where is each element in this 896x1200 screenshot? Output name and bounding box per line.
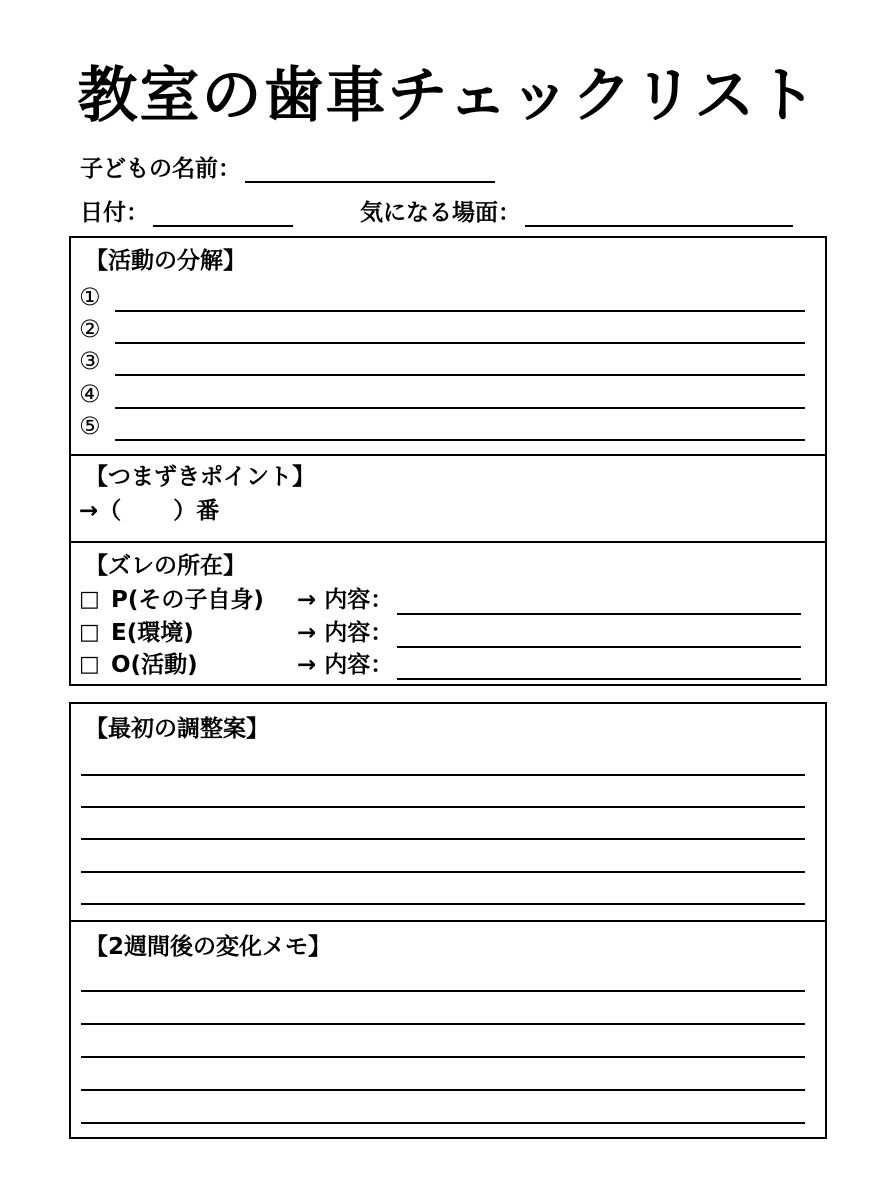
activity-step-3[interactable] — [79, 346, 805, 376]
stumble-open: →（ — [79, 498, 122, 524]
writing-line[interactable] — [81, 806, 805, 808]
content-label: → 内容： — [297, 652, 394, 678]
content-input-line[interactable] — [397, 654, 801, 680]
date-label: 日付： — [80, 200, 149, 226]
child-name-field[interactable] — [80, 150, 495, 183]
writing-line[interactable] — [81, 990, 805, 992]
gap-item-person[interactable] — [79, 585, 801, 615]
step-number: ⑤ — [79, 412, 101, 440]
step-input-line[interactable] — [115, 286, 805, 312]
step-input-line[interactable] — [115, 383, 805, 409]
date-input-line[interactable] — [153, 201, 293, 227]
gap-item-label: O(活動) — [111, 652, 198, 678]
step-input-line[interactable] — [115, 350, 805, 376]
writing-line[interactable] — [81, 871, 805, 873]
content-input-line[interactable] — [397, 622, 801, 648]
gap-item-label: P(その子自身) — [111, 587, 264, 613]
stumble-close: ）番 — [173, 498, 220, 524]
writing-line[interactable] — [81, 903, 805, 905]
memo-section-title: 【2週間後の変化メモ】 — [85, 934, 332, 960]
activity-step-4[interactable] — [79, 379, 805, 409]
gap-item-label: E(環境) — [111, 620, 194, 646]
page-title: 教室の歯車チェックリスト — [77, 61, 819, 131]
stumble-number-blank[interactable] — [121, 496, 173, 526]
content-label: → 内容： — [297, 587, 394, 613]
step-number: ① — [79, 283, 101, 311]
scene-label: 気になる場面： — [360, 200, 521, 226]
date-field[interactable] — [80, 194, 293, 227]
writing-line[interactable] — [81, 1089, 805, 1091]
writing-line[interactable] — [81, 1056, 805, 1058]
activity-step-2[interactable] — [79, 314, 805, 344]
scene-input-line[interactable] — [525, 201, 793, 227]
child-name-input-line[interactable] — [245, 157, 495, 183]
activity-step-5[interactable] — [79, 411, 805, 441]
writing-line[interactable] — [81, 1122, 805, 1124]
checkbox[interactable]: □ — [79, 587, 100, 612]
step-input-line[interactable] — [115, 415, 805, 441]
content-input-line[interactable] — [397, 589, 801, 615]
checkbox[interactable]: □ — [79, 652, 100, 677]
gap-item-activity[interactable] — [79, 650, 801, 680]
gap-section-title: 【ズレの所在】 — [85, 553, 246, 579]
gap-item-environment[interactable] — [79, 618, 801, 648]
child-name-label: 子どもの名前： — [80, 156, 241, 182]
writing-line[interactable] — [81, 838, 805, 840]
step-number: ③ — [79, 347, 101, 375]
adjust-section-title: 【最初の調整案】 — [85, 716, 269, 742]
analysis-box — [69, 236, 827, 686]
stumble-section — [71, 454, 825, 541]
step-number: ② — [79, 315, 101, 343]
stumble-section-title: 【つまずきポイント】 — [85, 464, 315, 490]
stumble-number-field[interactable] — [79, 496, 219, 526]
adjust-section — [71, 704, 825, 920]
scene-field[interactable] — [360, 194, 793, 227]
content-label: → 内容： — [297, 620, 394, 646]
checkbox[interactable]: □ — [79, 620, 100, 645]
step-number: ④ — [79, 380, 101, 408]
memo-section — [71, 920, 825, 1137]
activity-section-title: 【活動の分解】 — [85, 248, 246, 274]
activity-section — [71, 238, 825, 454]
writing-line[interactable] — [81, 774, 805, 776]
activity-step-1[interactable] — [79, 282, 805, 312]
gap-section — [71, 541, 825, 684]
plan-box — [69, 702, 827, 1139]
writing-line[interactable] — [81, 1023, 805, 1025]
step-input-line[interactable] — [115, 318, 805, 344]
